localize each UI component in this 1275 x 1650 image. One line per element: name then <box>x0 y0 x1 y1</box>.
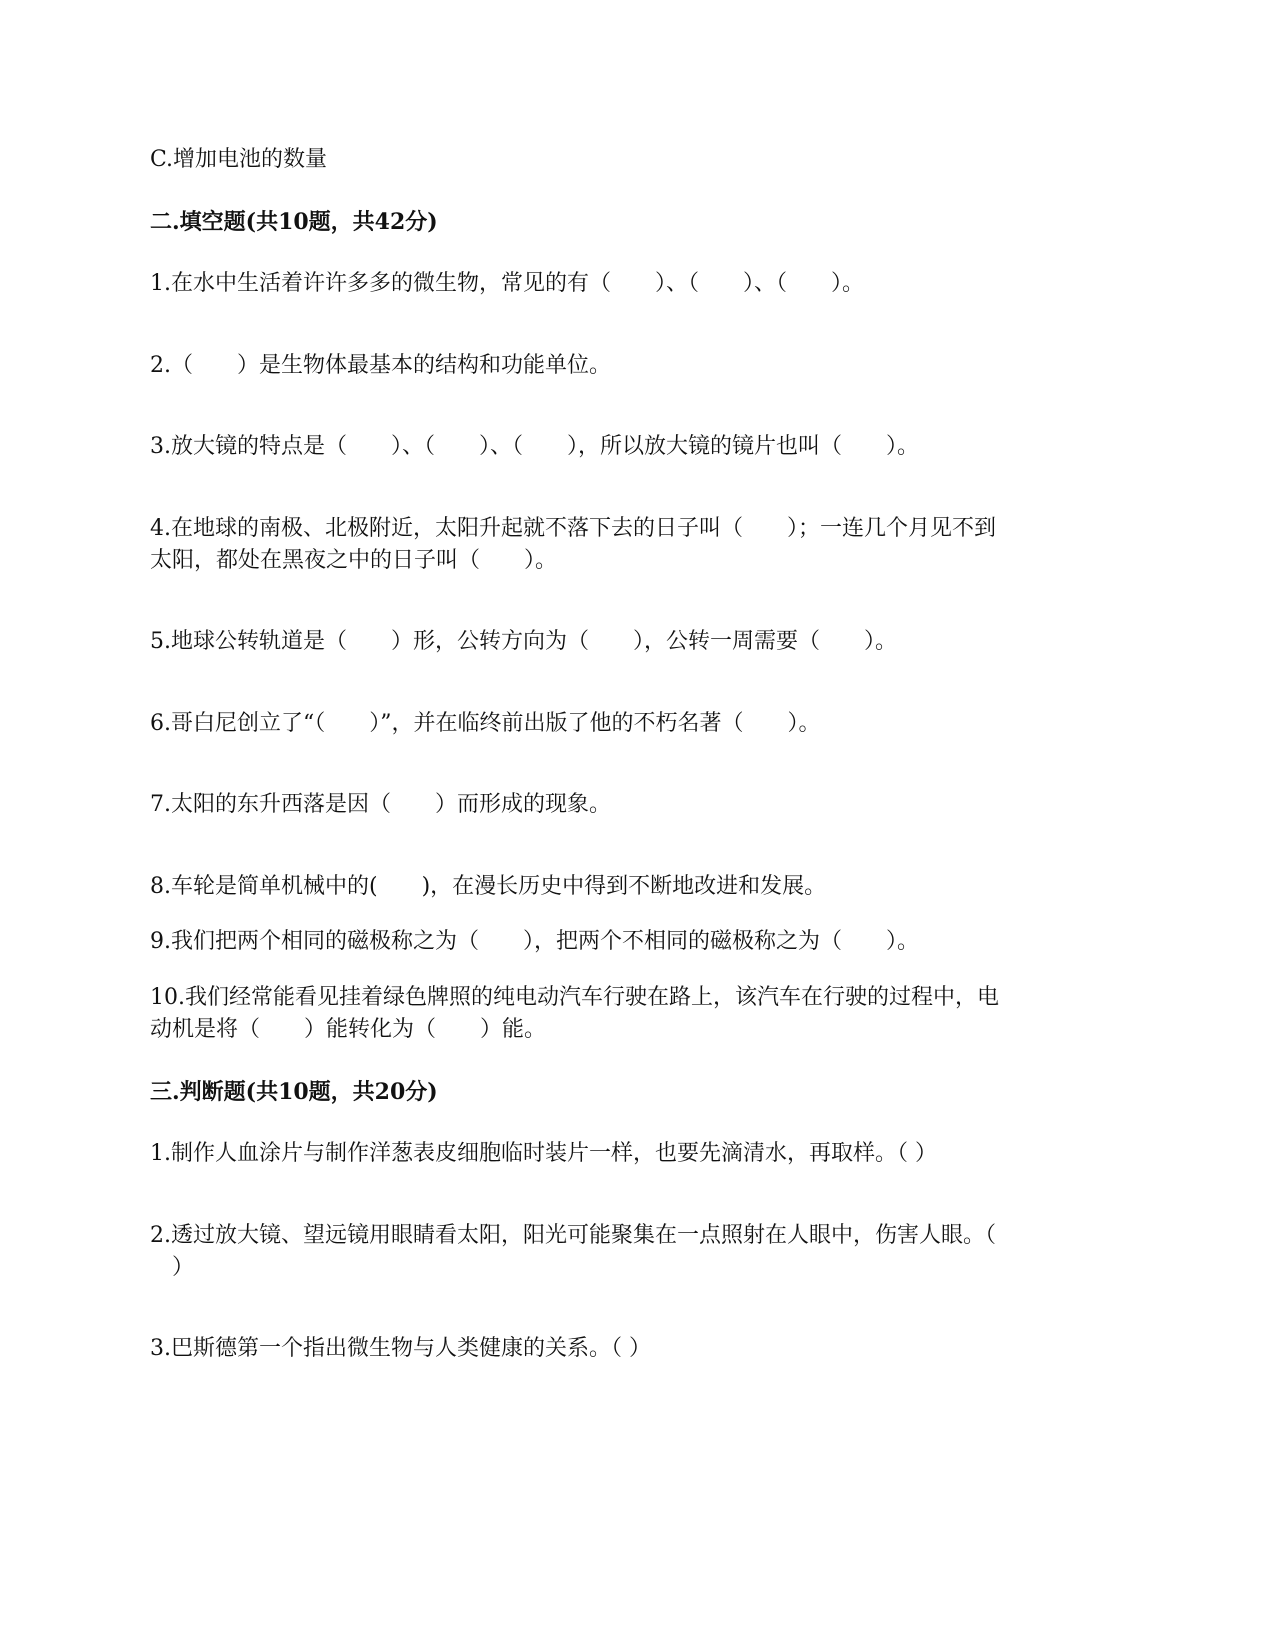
fill-blank-question-9: 9.我们把两个相同的磁极称之为（ ），把两个不相同的磁极称之为（ ）。 <box>150 929 919 954</box>
section-2-heading: 二.填空题(共10题，共42分) <box>150 209 438 235</box>
fill-blank-question-10-line-2: 动机是将（ ）能转化为（ ）能。 <box>150 1017 547 1042</box>
fill-blank-question-1: 1.在水中生活着许许多多的微生物，常见的有（ ）、（ ）、（ ）。 <box>150 271 864 296</box>
fill-blank-question-5: 5.地球公转轨道是（ ）形，公转方向为（ ），公转一周需要（ ）。 <box>150 629 897 654</box>
true-false-question-2-line-2: ） <box>150 1255 195 1280</box>
fill-blank-question-8: 8.车轮是简单机械中的( )，在漫长历史中得到不断地改进和发展。 <box>150 874 827 899</box>
fill-blank-question-4-line-2: 太阳，都处在黑夜之中的日子叫（ ）。 <box>150 548 558 573</box>
section-3-heading: 三.判断题(共10题，共20分) <box>150 1079 438 1105</box>
fill-blank-question-2: 2.（ ）是生物体最基本的结构和功能单位。 <box>150 353 611 378</box>
true-false-question-2-line-1: 2.透过放大镜、望远镜用眼睛看太阳，阳光可能聚集在一点照射在人眼中，伤害人眼。（ <box>150 1223 996 1248</box>
true-false-question-1: 1.制作人血涂片与制作洋葱表皮细胞临时装片一样，也要先滴清水，再取样。（ ） <box>150 1141 937 1166</box>
fill-blank-question-6: 6.哥白尼创立了“（ ）”，并在临终前出版了他的不朽名著（ ）。 <box>150 711 821 736</box>
previous-question-option-c: C.增加电池的数量 <box>150 147 328 172</box>
true-false-question-3: 3.巴斯德第一个指出微生物与人类健康的关系。（ ） <box>150 1336 651 1361</box>
fill-blank-question-4-line-1: 4.在地球的南极、北极附近，太阳升起就不落下去的日子叫（ ）；一连几个月见不到 <box>150 516 996 541</box>
fill-blank-question-10-line-1: 10.我们经常能看见挂着绿色牌照的纯电动汽车行驶在路上，该汽车在行驶的过程中，电 <box>150 985 999 1010</box>
fill-blank-question-7: 7.太阳的东升西落是因（ ）而形成的现象。 <box>150 792 611 817</box>
fill-blank-question-3: 3.放大镜的特点是（ ）、（ ）、（ ），所以放大镜的镜片也叫（ ）。 <box>150 434 919 459</box>
